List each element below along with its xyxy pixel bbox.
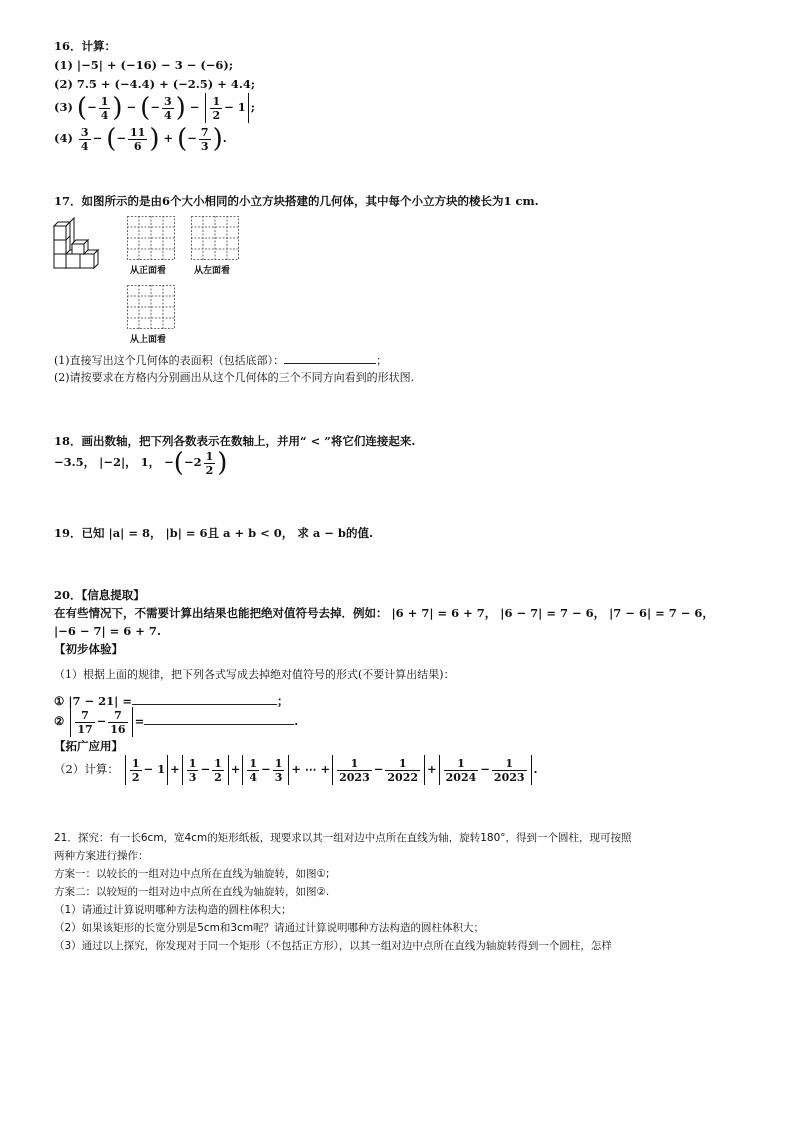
q16-part3-label: (3) [54, 100, 73, 114]
q17-part1 [54, 352, 387, 369]
q19-text: 19．已知 |a| = 8， |b| = 6且 a + b < 0， 求 a − b的值. [54, 526, 373, 540]
q17-part1-end: ； [376, 354, 388, 367]
q20-section2: 【拓广应用】 [54, 739, 123, 753]
q21-line7: （3）通过以上探究，你发现对于同一个矩形（不包括正方形），以其一组对边中点所在直线为轴旋转得到一个圆柱，怎样 [54, 940, 612, 952]
q20-item1-end: ； [276, 694, 289, 708]
caption-left: 从左面看 [194, 266, 231, 276]
q20-item2-label: ② [54, 714, 65, 728]
q20-part2: （2）计算： $\frac{1}{2}$ − 1 + $\frac{1}{3}$ − $\frac{1}{2}$ + $\frac{1}{4}$ − $\frac{1}{3}$ + ⋯ + $\frac{1}{2023}$ − $\frac{1}{2022}$ + $\frac{1}{2024}$ − $\frac{1}{2023}$ . [54, 756, 538, 784]
q16-part2: (2) 7.5 + (−4.4) + (−2.5) + 4.4; [54, 77, 256, 91]
q18-numbers: −3.5， |−2|， 1， −(−2 $\frac{1}{2}$ ) [54, 448, 228, 478]
q18-header: 18．画出数轴，把下列各数表示在数轴上，并用“ < ”将它们连接起来. [54, 434, 416, 448]
q20-item2: ② $\frac{7}{17}$ − $\frac{7}{16}$ = . [54, 708, 299, 736]
q18-nums: −3.5， |−2|， 1， − [54, 455, 174, 469]
grid-front-view[interactable] [127, 216, 175, 260]
q20-item2-blank[interactable] [144, 713, 294, 725]
q21-line6: （2）如果该矩形的长宽分别是5cm和3cm呢？请通过计算说明哪种方法构造的圆柱体积大； [54, 922, 485, 934]
q20-part1: （1）根据上面的规律，把下列各式写成去掉绝对值符号的形式(不要计算出结果)： [54, 668, 455, 681]
q21-line5: （1）请通过计算说明哪种方法构造的圆柱体积大； [54, 904, 292, 916]
q16-header: 16．计算： [54, 39, 117, 53]
caption-top: 从上面看 [130, 335, 167, 345]
q17-header: 17．如图所示的是由6个大小相同的小立方块搭建的几何体，其中每个小立方块的棱长为1 cm. [54, 194, 539, 208]
q20-item1-text: ① |7 − 21| = [54, 694, 132, 708]
grid-top-view[interactable] [127, 285, 175, 329]
q20-section1: 【初步体验】 [54, 642, 123, 656]
q16-part4: (4) $\frac{3}{4}$ − (− $\frac{11}{6}$ ) + (− $\frac{7}{3}$ ). [54, 124, 227, 154]
q16-part1: (1) |−5| + (−16) − 3 − (−6); [54, 58, 234, 72]
q21-line1: 21．探究：有一长6cm，宽4cm的矩形纸板，现要求以其一组对边中点所在直线为轴，旋转180°，得到一个圆柱，现可按照 [54, 832, 632, 844]
q17-part1-text: (1)直接写出这个几何体的表面积（包括底部）： [54, 354, 285, 367]
q21-line4: 方案二：以较短的一组对边中点所在直线为轴旋转，如图②. [54, 886, 330, 898]
q20-header: 20．【信息提取】 [54, 588, 145, 602]
grid-left-view[interactable] [191, 216, 239, 260]
q21-line3: 方案一：以较长的一组对边中点所在直线为轴旋转，如图①; [54, 868, 330, 880]
q17-part2: (2)请按要求在方格内分别画出从这个几何体的三个不同方向看到的形状图. [54, 371, 415, 384]
q20-part2-label: （2）计算： [54, 762, 119, 776]
q20-info2: |−6 − 7| = 6 + 7. [54, 624, 161, 638]
caption-front: 从正面看 [130, 266, 167, 276]
q20-item2-end: . [294, 714, 299, 728]
q17-answer-blank[interactable] [284, 352, 376, 364]
q20-info1: 在有些情况下，不需要计算出结果也能把绝对值符号去掉．例如： |6 + 7| = 6 + 7， |6 − 7| = 7 − 6， |7 − 6| = 7 − 6， [54, 606, 714, 620]
q16-part3: (3) (− $\frac{1}{4}$ ) − (− $\frac{3}{4}$ ) − $\frac{1}{2}$ − 1 ; [54, 93, 255, 123]
q21-line2: 两种方案进行操作： [54, 850, 149, 862]
q16-part4-label: (4) [54, 131, 73, 145]
q20-item1-blank[interactable] [132, 693, 277, 705]
cube-figure [52, 214, 108, 274]
